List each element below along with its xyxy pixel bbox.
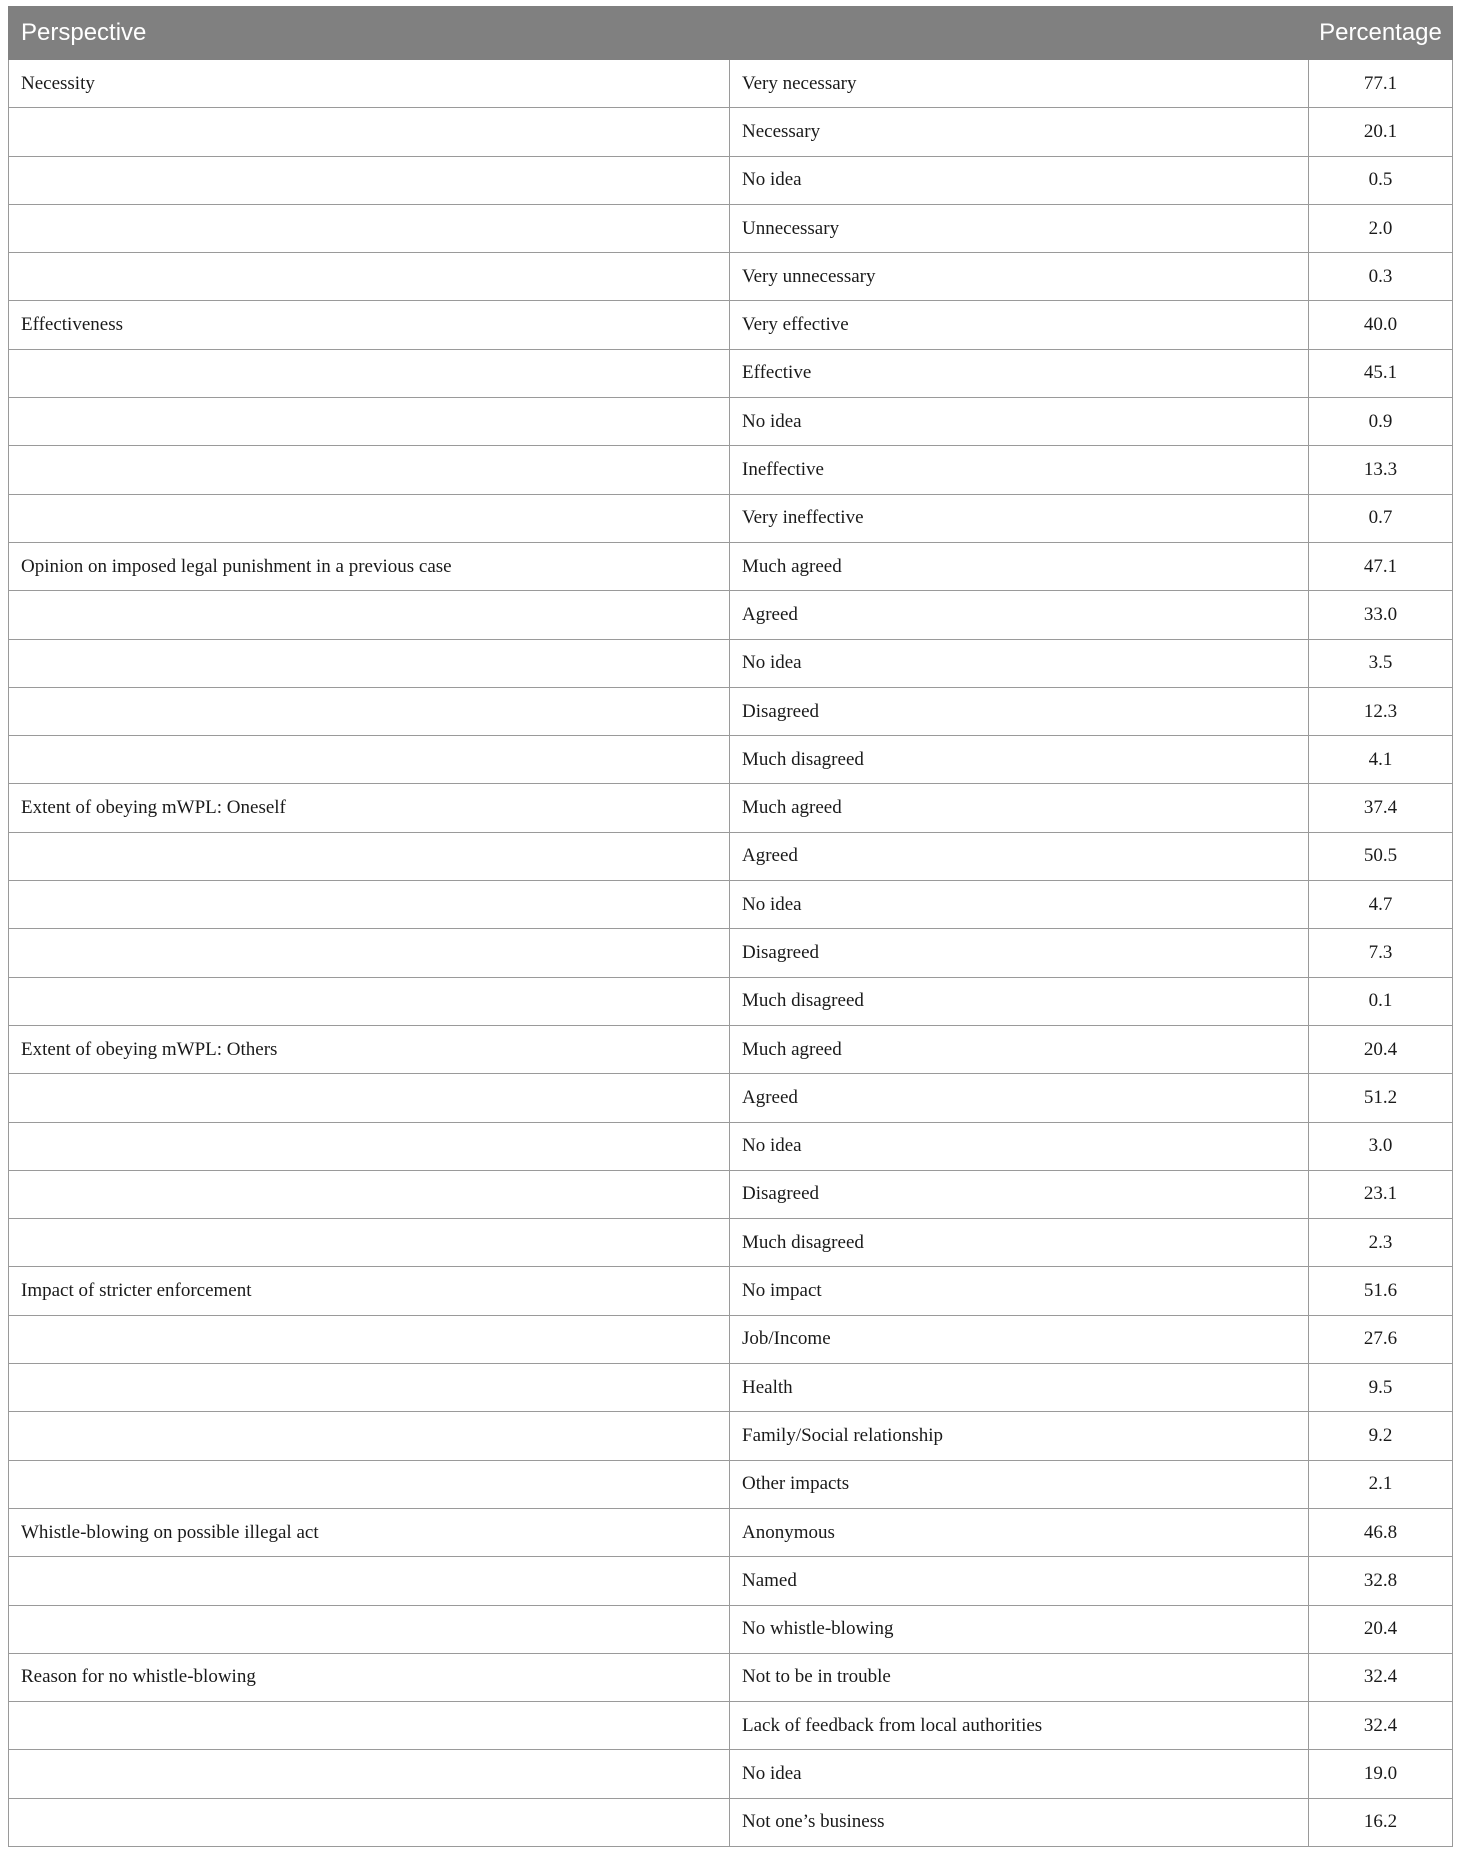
table-row (9, 204, 1453, 252)
cell-perspective (9, 156, 730, 204)
cell-percentage: 19.0 (1309, 1750, 1453, 1798)
cell-perspective: Reason for no whistle-blowing (9, 1653, 730, 1701)
table-row (9, 1653, 1453, 1701)
cell-perspective (9, 832, 730, 880)
cell-response: Disagreed (730, 1170, 1309, 1218)
table-header (9, 7, 1453, 60)
table-row (9, 1460, 1453, 1508)
cell-perspective: Effectiveness (9, 301, 730, 349)
cell-perspective (9, 1460, 730, 1508)
cell-percentage: 0.3 (1309, 253, 1453, 301)
cell-response: Agreed (730, 1074, 1309, 1122)
cell-response: Very ineffective (730, 494, 1309, 542)
table-row (9, 301, 1453, 349)
cell-percentage: 3.0 (1309, 1122, 1453, 1170)
cell-perspective (9, 687, 730, 735)
table-row (9, 1025, 1453, 1073)
cell-percentage: 37.4 (1309, 784, 1453, 832)
table-row (9, 156, 1453, 204)
cell-percentage: 20.4 (1309, 1605, 1453, 1653)
cell-percentage: 77.1 (1309, 60, 1453, 108)
table-row (9, 1315, 1453, 1363)
cell-response: Disagreed (730, 687, 1309, 735)
cell-perspective (9, 929, 730, 977)
table-row (9, 1412, 1453, 1460)
cell-percentage: 32.4 (1309, 1653, 1453, 1701)
cell-percentage: 20.1 (1309, 108, 1453, 156)
cell-response: Much agreed (730, 542, 1309, 590)
table-row (9, 687, 1453, 735)
table-row (9, 1364, 1453, 1412)
cell-perspective (9, 1798, 730, 1846)
table-row (9, 1074, 1453, 1122)
cell-percentage: 47.1 (1309, 542, 1453, 590)
table-row (9, 639, 1453, 687)
table-row (9, 1122, 1453, 1170)
table-row (9, 1605, 1453, 1653)
table-body (9, 60, 1453, 1847)
cell-response: Other impacts (730, 1460, 1309, 1508)
cell-response: Necessary (730, 108, 1309, 156)
cell-perspective (9, 1315, 730, 1363)
table-container (8, 6, 1452, 1847)
cell-perspective (9, 1074, 730, 1122)
cell-perspective (9, 977, 730, 1025)
cell-response: No idea (730, 156, 1309, 204)
cell-response: Much disagreed (730, 977, 1309, 1025)
cell-response: Disagreed (730, 929, 1309, 977)
table-row (9, 446, 1453, 494)
cell-response: No whistle-blowing (730, 1605, 1309, 1653)
cell-perspective (9, 1412, 730, 1460)
cell-percentage: 27.6 (1309, 1315, 1453, 1363)
cell-response: Agreed (730, 591, 1309, 639)
cell-percentage: 51.2 (1309, 1074, 1453, 1122)
cell-response: Very unnecessary (730, 253, 1309, 301)
cell-response: No idea (730, 1122, 1309, 1170)
table-row (9, 1267, 1453, 1315)
cell-perspective (9, 639, 730, 687)
cell-percentage: 2.0 (1309, 204, 1453, 252)
cell-perspective (9, 108, 730, 156)
cell-percentage: 0.5 (1309, 156, 1453, 204)
cell-percentage: 4.7 (1309, 881, 1453, 929)
cell-response: Not to be in trouble (730, 1653, 1309, 1701)
cell-response: Lack of feedback from local authorities (730, 1702, 1309, 1750)
cell-percentage: 9.5 (1309, 1364, 1453, 1412)
table-row (9, 1750, 1453, 1798)
cell-percentage: 0.7 (1309, 494, 1453, 542)
cell-percentage: 13.3 (1309, 446, 1453, 494)
cell-response: Unnecessary (730, 204, 1309, 252)
cell-percentage: 12.3 (1309, 687, 1453, 735)
table-row (9, 929, 1453, 977)
table-row (9, 253, 1453, 301)
cell-response: Much agreed (730, 784, 1309, 832)
cell-response: Effective (730, 349, 1309, 397)
cell-response: No idea (730, 398, 1309, 446)
cell-percentage: 33.0 (1309, 591, 1453, 639)
table-row (9, 349, 1453, 397)
cell-response: Very effective (730, 301, 1309, 349)
cell-perspective (9, 446, 730, 494)
cell-percentage: 20.4 (1309, 1025, 1453, 1073)
cell-perspective (9, 1122, 730, 1170)
cell-perspective (9, 1219, 730, 1267)
cell-perspective: Whistle-blowing on possible illegal act (9, 1508, 730, 1556)
cell-perspective (9, 494, 730, 542)
cell-percentage: 51.6 (1309, 1267, 1453, 1315)
cell-percentage: 4.1 (1309, 736, 1453, 784)
table-row (9, 542, 1453, 590)
cell-perspective: Opinion on imposed legal punishment in a previous case (9, 542, 730, 590)
table-row (9, 1170, 1453, 1218)
cell-response: Much disagreed (730, 1219, 1309, 1267)
cell-percentage: 46.8 (1309, 1508, 1453, 1556)
cell-response: Not one’s business (730, 1798, 1309, 1846)
cell-response: Family/Social relationship (730, 1412, 1309, 1460)
cell-percentage: 45.1 (1309, 349, 1453, 397)
cell-perspective (9, 1557, 730, 1605)
cell-response: No idea (730, 1750, 1309, 1798)
cell-response: Named (730, 1557, 1309, 1605)
cell-perspective (9, 591, 730, 639)
cell-percentage: 7.3 (1309, 929, 1453, 977)
cell-response: Health (730, 1364, 1309, 1412)
cell-perspective (9, 204, 730, 252)
cell-perspective (9, 1605, 730, 1653)
table-row (9, 1219, 1453, 1267)
header-row (9, 7, 1453, 60)
cell-perspective (9, 398, 730, 446)
cell-percentage: 3.5 (1309, 639, 1453, 687)
cell-percentage: 16.2 (1309, 1798, 1453, 1846)
cell-response: No idea (730, 881, 1309, 929)
cell-percentage: 2.3 (1309, 1219, 1453, 1267)
cell-response: Agreed (730, 832, 1309, 880)
cell-response: No impact (730, 1267, 1309, 1315)
table-row (9, 832, 1453, 880)
cell-perspective (9, 253, 730, 301)
cell-perspective (9, 1750, 730, 1798)
table-row (9, 1798, 1453, 1846)
cell-perspective (9, 1364, 730, 1412)
table-row (9, 1557, 1453, 1605)
cell-percentage: 0.9 (1309, 398, 1453, 446)
table-row (9, 977, 1453, 1025)
table-row (9, 784, 1453, 832)
cell-perspective (9, 881, 730, 929)
table-row (9, 60, 1453, 108)
cell-percentage: 32.8 (1309, 1557, 1453, 1605)
table-row (9, 881, 1453, 929)
header-perspective: Perspective (9, 7, 1309, 60)
cell-percentage: 9.2 (1309, 1412, 1453, 1460)
table-row (9, 591, 1453, 639)
cell-percentage: 40.0 (1309, 301, 1453, 349)
cell-response: Ineffective (730, 446, 1309, 494)
cell-percentage: 0.1 (1309, 977, 1453, 1025)
cell-percentage: 23.1 (1309, 1170, 1453, 1218)
cell-perspective (9, 1702, 730, 1750)
table-row (9, 398, 1453, 446)
cell-perspective (9, 349, 730, 397)
cell-response: Much disagreed (730, 736, 1309, 784)
table-row (9, 494, 1453, 542)
cell-perspective: Extent of obeying mWPL: Others (9, 1025, 730, 1073)
table-row (9, 1702, 1453, 1750)
cell-response: Anonymous (730, 1508, 1309, 1556)
cell-response: Job/Income (730, 1315, 1309, 1363)
header-percentage: Percentage (1309, 7, 1453, 60)
cell-perspective (9, 1170, 730, 1218)
cell-percentage: 32.4 (1309, 1702, 1453, 1750)
table-row (9, 1508, 1453, 1556)
table-row (9, 736, 1453, 784)
table-row (9, 108, 1453, 156)
cell-percentage: 50.5 (1309, 832, 1453, 880)
cell-perspective: Impact of stricter enforcement (9, 1267, 730, 1315)
cell-response: Very necessary (730, 60, 1309, 108)
cell-percentage: 2.1 (1309, 1460, 1453, 1508)
cell-perspective: Extent of obeying mWPL: Oneself (9, 784, 730, 832)
cell-perspective (9, 736, 730, 784)
cell-response: No idea (730, 639, 1309, 687)
cell-response: Much agreed (730, 1025, 1309, 1073)
data-table (8, 6, 1453, 1847)
cell-perspective: Necessity (9, 60, 730, 108)
